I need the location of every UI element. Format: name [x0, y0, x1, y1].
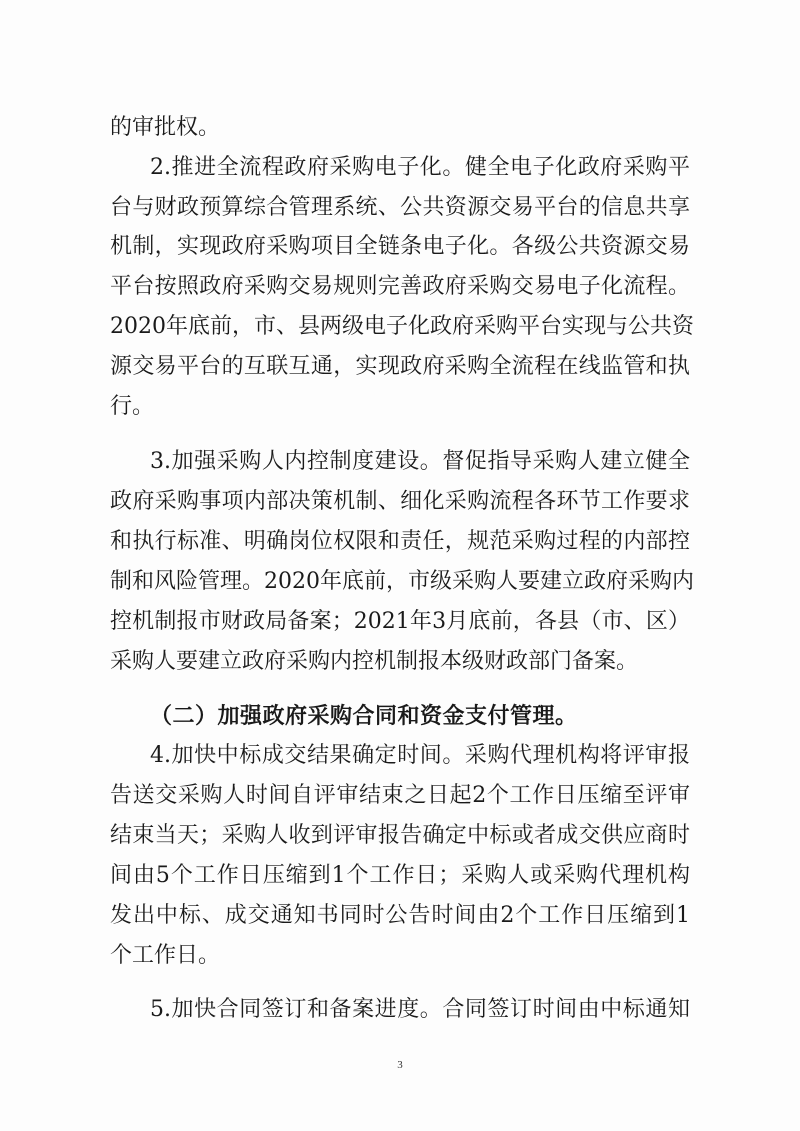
- text-line: 源交易平台的互联互通，实现政府采购全流程在线监管和执: [110, 354, 690, 379]
- text-line: 平台按照政府采购交易规则完善政府采购交易电子化流程。: [110, 274, 690, 299]
- text-line: 制和风险管理。2020年底前，市级采购人要建立政府采购内: [110, 569, 694, 594]
- text-line: 和执行标准、明确岗位权限和责任，规范采购过程的内部控: [110, 529, 690, 554]
- text-line: 台与财政预算综合管理系统、公共资源交易平台的信息共享: [110, 195, 690, 220]
- text-line: 行。: [110, 394, 155, 419]
- text-line: 5.加快合同签订和备案进度。合同签订时间由中标通知: [150, 997, 690, 1022]
- text-line: 结束当天；采购人收到评审报告确定中标或者成交供应商时: [110, 823, 690, 848]
- text-line: 间由5个工作日压缩到1个工作日；采购人或采购代理机构: [110, 863, 690, 888]
- text-line: 的审批权。: [110, 115, 221, 140]
- section-heading: （二）加强政府采购合同和资金支付管理。: [150, 703, 578, 729]
- text-line: 2.推进全流程政府采购电子化。健全电子化政府采购平: [150, 155, 690, 180]
- text-line: 3.加强采购人内控制度建设。督促指导采购人建立健全: [150, 449, 690, 474]
- text-line: 告送交采购人时间自评审结束之日起2个工作日压缩至评审: [110, 783, 690, 808]
- text-line: 发出中标、成交通知书同时公告时间由2个工作日压缩到1: [110, 903, 690, 928]
- text-line: 2020年底前，市、县两级电子化政府采购平台实现与公共资: [110, 314, 694, 339]
- text-line: 机制，实现政府采购项目全链条电子化。各级公共资源交易: [110, 234, 690, 259]
- text-line: 采购人要建立政府采购内控机制报本级财政部门备案。: [110, 649, 639, 674]
- text-line: 4.加快中标成交结果确定时间。采购代理机构将评审报: [150, 743, 690, 768]
- text-line: 个工作日。: [110, 943, 221, 968]
- text-line: 控机制报市财政局备案；2021年3月底前，各县（市、区）: [110, 609, 690, 634]
- text-line: 政府采购事项内部决策机制、细化采购流程各环节工作要求: [110, 489, 690, 514]
- page-number: 3: [397, 1059, 403, 1071]
